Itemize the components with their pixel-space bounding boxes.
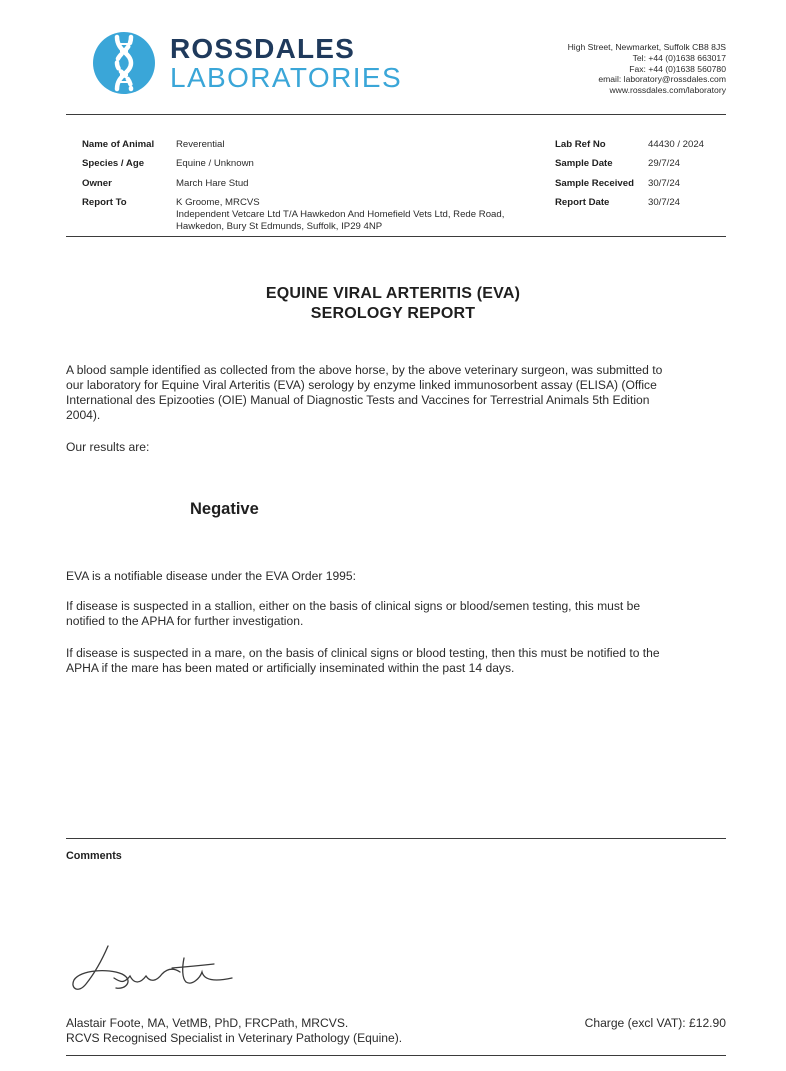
dna-helix-icon <box>92 31 156 95</box>
animal-name-value: Reverential <box>176 139 225 150</box>
address-email: email: laboratory@rossdales.com <box>598 74 726 85</box>
report-to-label: Report To <box>82 197 127 208</box>
results-intro: Our results are: <box>66 440 150 454</box>
signatory <box>66 1016 402 1046</box>
sample-date-label: Sample Date <box>555 158 613 169</box>
charge: Charge (excl VAT): £12.90 <box>584 1016 726 1030</box>
comments-divider <box>66 838 726 839</box>
sample-received-value: 30/7/24 <box>648 178 681 189</box>
stallion-line: notified to the APHA for further investigation. <box>66 614 304 628</box>
brand-name-line1: ROSSDALES <box>170 33 356 64</box>
header-divider <box>66 114 726 115</box>
signatory-title: RCVS Recognised Specialist in Veterinary Pathology (Equine). <box>66 1031 403 1045</box>
report-title-line1: EQUINE VIRAL ARTERITIS (EVA) <box>265 285 521 302</box>
mare-guidance <box>66 646 726 676</box>
address-fax: Fax: +44 (0)1638 560780 <box>629 63 726 74</box>
lab-ref-label: Lab Ref No <box>555 139 606 150</box>
lab-ref-value: 44430 / 2024 <box>648 139 705 150</box>
intro-line: 2004). <box>66 408 101 422</box>
intro-line: A blood sample identified as collected from the above horse, by the above veterinary surgeon, was submitted to <box>66 363 663 377</box>
test-result: Negative <box>190 500 259 518</box>
owner-label: Owner <box>82 178 112 189</box>
report-title-line2: SEROLOGY REPORT <box>310 305 476 322</box>
lab-address <box>568 42 726 96</box>
report-date-value: 30/7/24 <box>648 197 681 208</box>
animal-name-label: Name of Animal <box>82 139 155 150</box>
species-age-value: Equine / Unknown <box>176 158 254 169</box>
report-to-line: K Groome, MRCVS <box>176 197 260 208</box>
mare-line: APHA if the mare has been mated or artificially inseminated within the past 14 days. <box>66 661 515 675</box>
footer-divider <box>66 1055 726 1056</box>
sample-received-label: Sample Received <box>555 178 634 189</box>
notifiable-statement: EVA is a notifiable disease under the EVA Order 1995: <box>66 569 356 583</box>
address-website: www.rossdales.com/laboratory <box>609 85 726 96</box>
address-phone: Tel: +44 (0)1638 663017 <box>632 52 726 63</box>
report-date-label: Report Date <box>555 197 610 208</box>
intro-paragraph <box>66 363 726 423</box>
owner-value: March Hare Stud <box>176 178 249 189</box>
species-age-label: Species / Age <box>82 158 145 169</box>
mare-line: If disease is suspected in a mare, on the basis of clinical signs or blood testing, then this must be notified to the <box>66 646 660 660</box>
comments-label: Comments <box>66 850 122 862</box>
report-to-line: Independent Vetcare Ltd T/A Hawkedon And Homefield Vets Ltd, Rede Road, <box>176 209 505 220</box>
intro-line: International des Epizooties (OIE) Manual of Diagnostic Tests and Vaccines for Terrestrial Animals 5th Edition <box>66 393 650 407</box>
stallion-guidance <box>66 599 726 629</box>
info-divider <box>66 236 726 237</box>
brand-name-line2: LABORATORIES <box>170 62 403 93</box>
signature <box>64 938 244 1004</box>
report-to-line: Hawkedon, Bury St Edmunds, Suffolk, IP29 4NP <box>176 221 383 232</box>
stallion-line: If disease is suspected in a stallion, either on the basis of clinical signs or blood/semen testing, this must be <box>66 599 641 613</box>
intro-line: our laboratory for Equine Viral Arteritis (EVA) serology by enzyme linked immunosorbent assay (ELISA) (Office <box>66 378 657 392</box>
signatory-name: Alastair Foote, MA, VetMB, PhD, FRCPath, MRCVS. <box>66 1016 349 1030</box>
address-line: High Street, Newmarket, Suffolk CB8 8JS <box>567 42 726 52</box>
sample-date-value: 29/7/24 <box>648 158 681 169</box>
